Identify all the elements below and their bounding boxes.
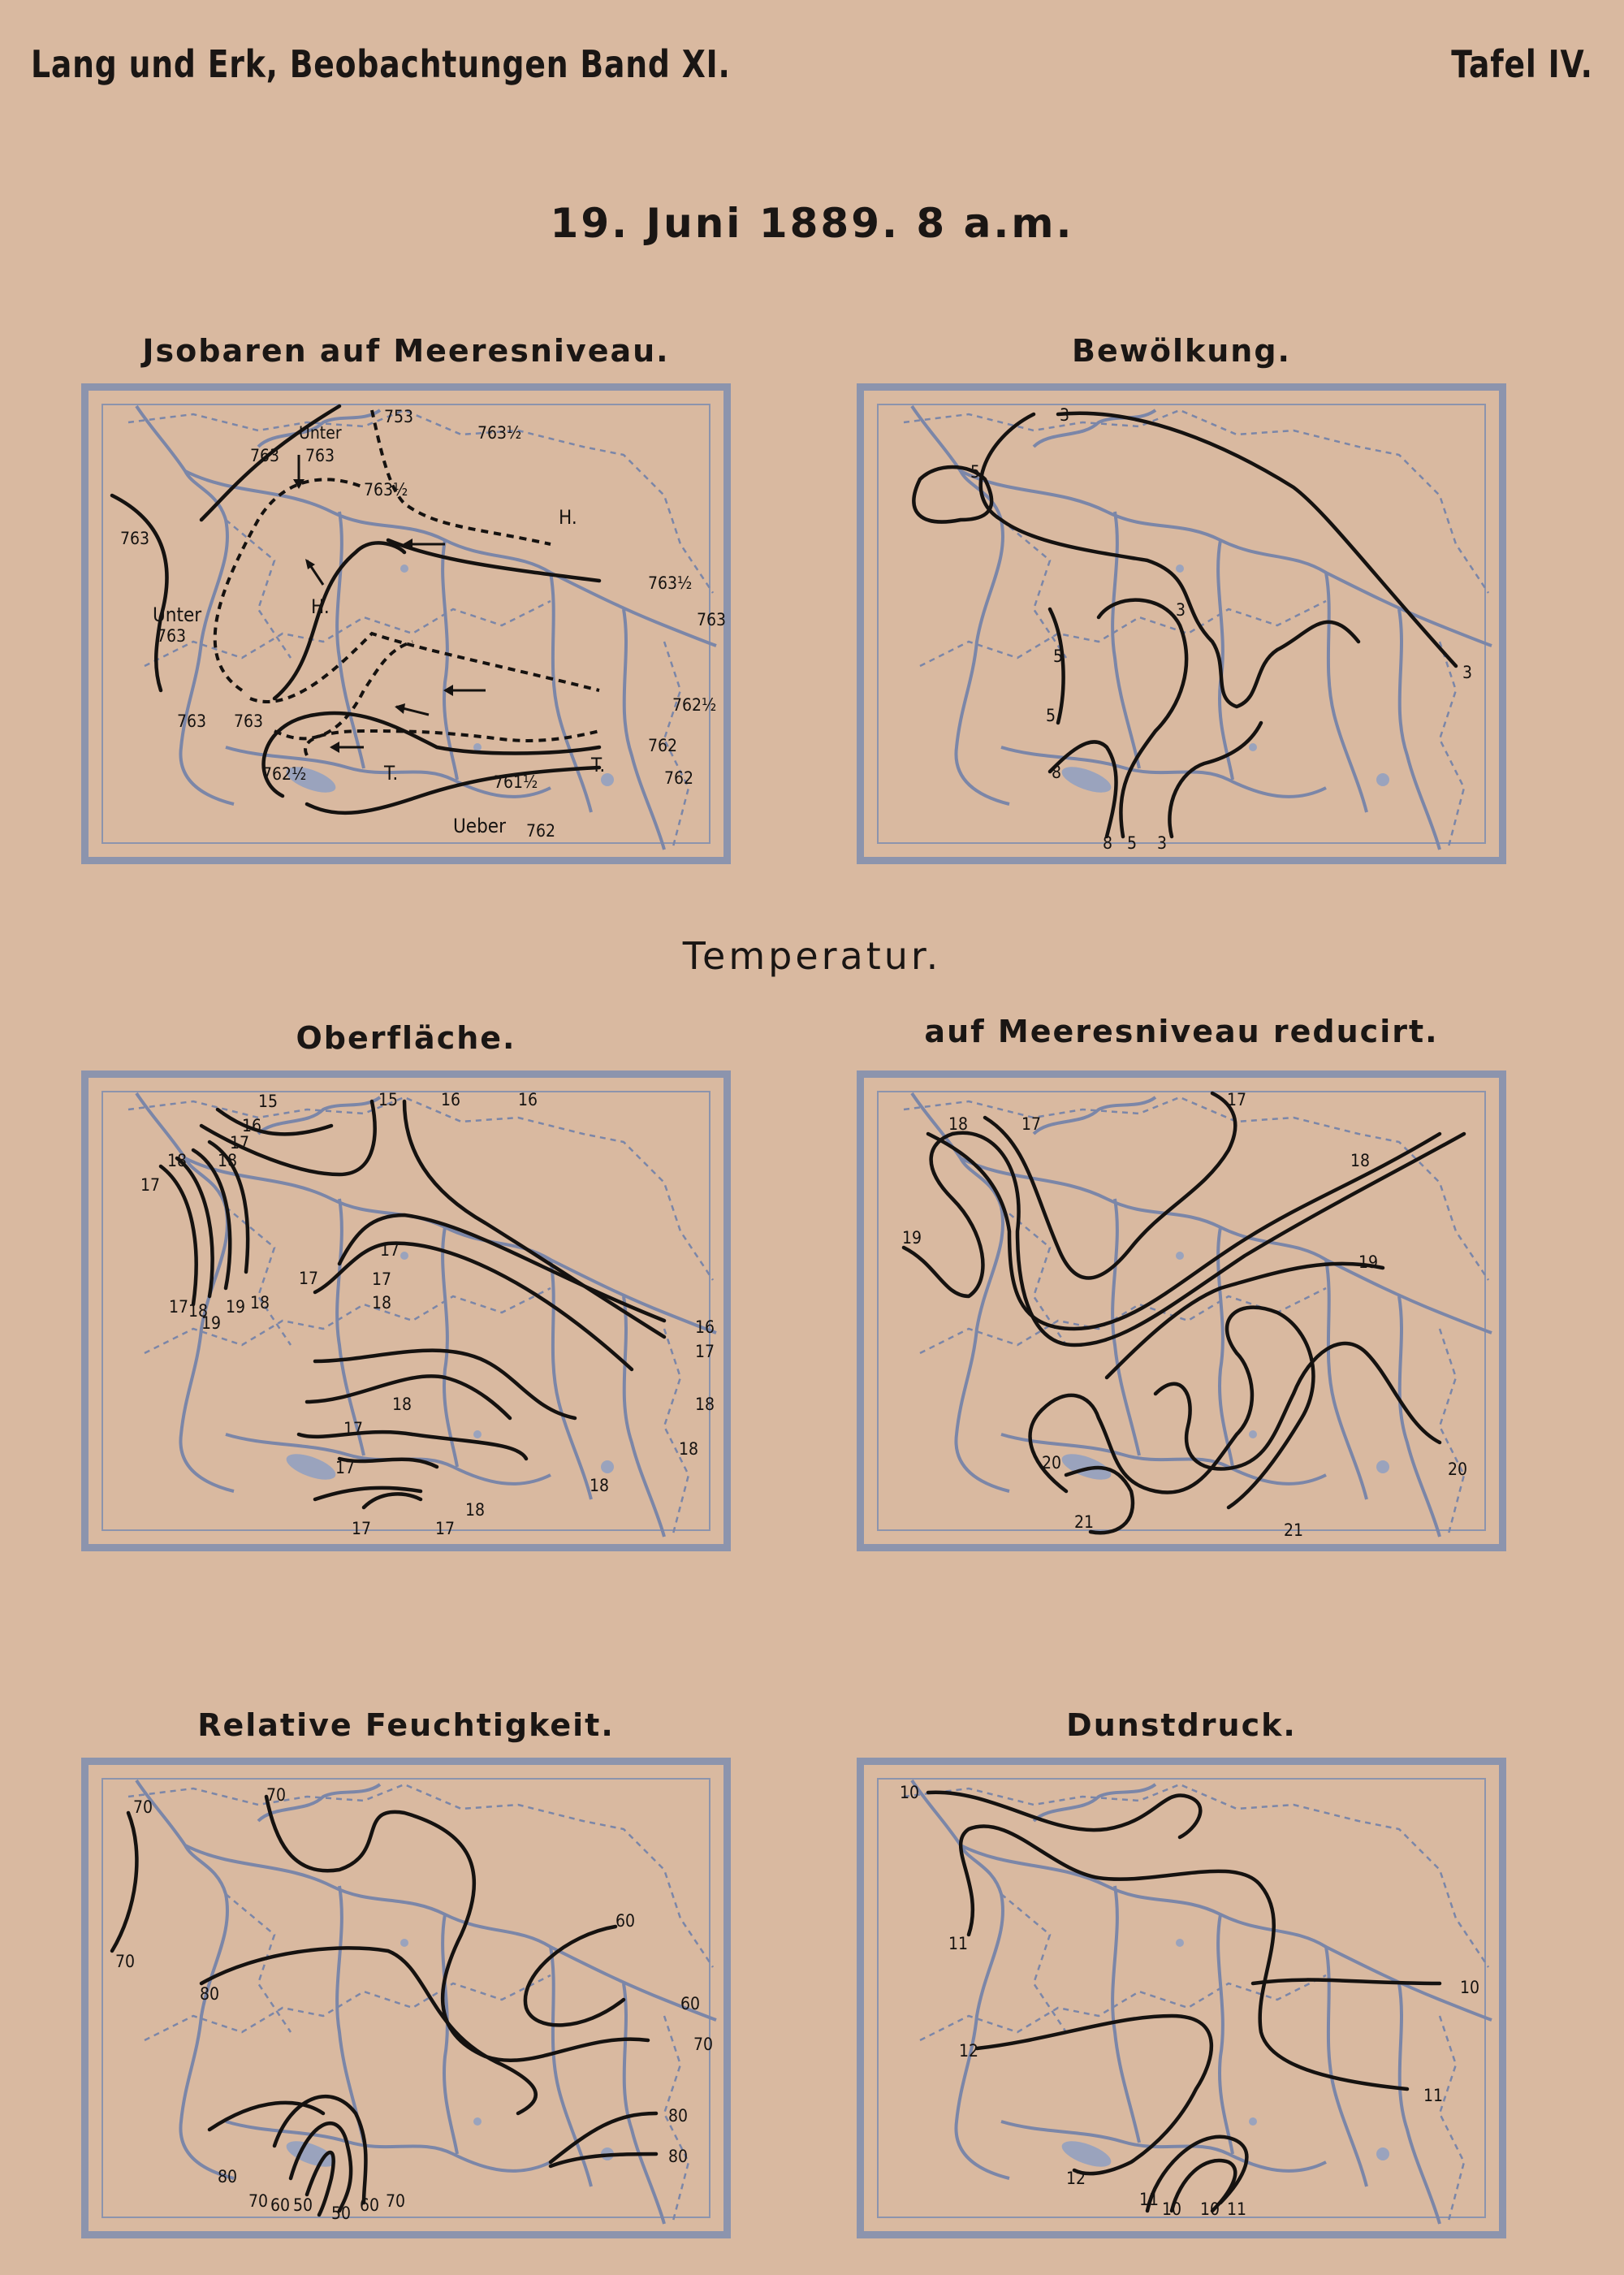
isoline-label: 80 bbox=[200, 1984, 220, 2004]
isoline-label: 17 bbox=[1227, 1090, 1247, 1109]
isobar-label: 762 bbox=[664, 768, 694, 788]
isoline-label: 18 bbox=[948, 1114, 969, 1134]
isobar-label: 762½ bbox=[262, 764, 307, 784]
isobar-label: Unter bbox=[153, 603, 202, 626]
isoline-label: 19 bbox=[201, 1313, 222, 1333]
isobar-label: 763 bbox=[120, 529, 150, 548]
isobar-label: 761½ bbox=[494, 772, 538, 792]
isoline-label: 17 bbox=[230, 1133, 250, 1153]
isoline-label: 11 bbox=[1139, 2190, 1160, 2209]
isoline-label: 17 bbox=[695, 1342, 715, 1361]
isoline-label: 18 bbox=[218, 1151, 238, 1170]
map-panel-bewoelkung bbox=[857, 333, 1506, 864]
isoline-label: 60 bbox=[680, 1994, 701, 2013]
isoline-label: 70 bbox=[133, 1797, 153, 1817]
isoline-label: 17 bbox=[352, 1519, 372, 1538]
surface-temperature-map bbox=[96, 1085, 716, 1537]
isoline-label: 10 bbox=[1460, 1978, 1480, 1997]
isoline-label: 16 bbox=[518, 1090, 538, 1109]
isobar-label: Ueber bbox=[453, 815, 506, 837]
isoline-label: 3 bbox=[1176, 600, 1186, 620]
isobar-label: 763 bbox=[250, 446, 280, 465]
isoline-label: 16 bbox=[695, 1317, 715, 1337]
isoline-label: 10 bbox=[900, 1783, 920, 1802]
isoline-label: 18 bbox=[167, 1151, 188, 1170]
pressure-low-marker: T. bbox=[384, 762, 399, 785]
isoline-label: 5 bbox=[1046, 706, 1056, 725]
isoline-label: 12 bbox=[1066, 2169, 1086, 2188]
isobar-label: 763½ bbox=[477, 423, 522, 443]
map-title-oberflaeche: Oberfläche. bbox=[296, 1020, 516, 1056]
isoline-label: 17 bbox=[140, 1175, 161, 1195]
isobar-label: 763 bbox=[234, 711, 264, 731]
isoline-label: 18 bbox=[679, 1439, 699, 1459]
isoline-label: 18 bbox=[465, 1500, 486, 1520]
isoline-label: 5 bbox=[1053, 647, 1064, 666]
cloud-cover-map bbox=[871, 398, 1492, 853]
isoline-label: 17 bbox=[335, 1458, 356, 1477]
pressure-high-marker: H. bbox=[559, 506, 577, 529]
isobar-label: 763 bbox=[305, 446, 335, 465]
isoline-label: 11 bbox=[948, 1934, 969, 1953]
isoline-label: 5 bbox=[970, 462, 981, 482]
isoline-label: 12 bbox=[959, 2041, 979, 2061]
isoline-label: 70 bbox=[693, 2035, 714, 2054]
isoline-label: 18 bbox=[250, 1293, 270, 1313]
isoline-label: 70 bbox=[266, 1785, 287, 1805]
isoline-label: 20 bbox=[1042, 1453, 1062, 1473]
isoline-label: 19 bbox=[1358, 1252, 1379, 1272]
isoline-label: 19 bbox=[902, 1228, 922, 1248]
isoline-label: 18 bbox=[392, 1395, 412, 1414]
isobar-label: 763 bbox=[697, 610, 727, 629]
isoline-label: 17 bbox=[380, 1240, 400, 1260]
isoline-label: 18 bbox=[188, 1301, 209, 1321]
isoline-label: 60 bbox=[360, 2195, 380, 2215]
isobar-label: 762½ bbox=[672, 695, 717, 715]
isobar-label: 762 bbox=[648, 736, 678, 755]
isoline-label: 60 bbox=[270, 2195, 291, 2215]
isobar-label: 763½ bbox=[364, 480, 408, 500]
isoline-label: 80 bbox=[668, 2106, 689, 2126]
isoline-label: 17 bbox=[299, 1269, 319, 1288]
isoline-label: 16 bbox=[242, 1116, 262, 1135]
isoline-label: 10 bbox=[1200, 2199, 1220, 2219]
isoline-label: 8 bbox=[1103, 833, 1113, 853]
pressure-high-marker: H. bbox=[311, 595, 330, 618]
relative-humidity-map bbox=[96, 1772, 716, 2224]
isoline-label: 17 bbox=[169, 1297, 189, 1317]
section-title-temperatur: Temperatur. bbox=[682, 934, 942, 978]
plate-header-left: Lang und Erk, Beobachtungen Band XI. bbox=[31, 42, 731, 86]
isoline-label: 3 bbox=[1157, 833, 1168, 853]
map-panel-oberflaeche bbox=[81, 1020, 731, 1551]
map-panel-isobaren bbox=[81, 333, 731, 864]
isoline-label: 15 bbox=[378, 1090, 399, 1109]
isoline-label: 18 bbox=[590, 1476, 610, 1495]
isoline-label: 20 bbox=[1448, 1460, 1468, 1479]
map-panel-meeresniveau bbox=[857, 1014, 1506, 1551]
map-panel-dunstdruck bbox=[857, 1707, 1506, 2238]
isoline-label: 18 bbox=[372, 1293, 392, 1313]
isoline-label: 70 bbox=[115, 1952, 136, 1971]
isoline-label: 3 bbox=[1060, 405, 1070, 425]
map-title-dunstdruck: Dunstdruck. bbox=[1066, 1707, 1297, 1743]
isoline-label: 11 bbox=[1227, 2199, 1247, 2219]
map-title-bewoelkung: Bewölkung. bbox=[1072, 333, 1291, 369]
map-title-feuchtigkeit: Relative Feuchtigkeit. bbox=[197, 1707, 615, 1743]
isoline-label: 80 bbox=[668, 2147, 689, 2166]
map-title-isobaren: Jsobaren auf Meeresniveau. bbox=[142, 333, 670, 369]
isobar-label: 762 bbox=[526, 821, 556, 841]
isoline-label: 60 bbox=[615, 1911, 636, 1931]
isoline-label: 21 bbox=[1284, 1520, 1304, 1540]
map-panel-feuchtigkeit bbox=[81, 1707, 731, 2238]
isoline-label: 17 bbox=[372, 1269, 392, 1289]
isoline-label: 70 bbox=[386, 2191, 406, 2211]
isoline-label: 5 bbox=[1127, 833, 1138, 853]
isoline-label: 8 bbox=[1052, 763, 1062, 782]
isobar-label: 753 bbox=[384, 407, 414, 426]
isoline-label: 80 bbox=[218, 2167, 238, 2186]
isoline-label: 18 bbox=[1350, 1151, 1371, 1170]
isobar-label: 763½ bbox=[648, 573, 693, 593]
isoline-label: 17 bbox=[1021, 1114, 1042, 1134]
isobar-label: 763 bbox=[177, 711, 207, 731]
isoline-label: 15 bbox=[258, 1092, 279, 1111]
isoline-label: 50 bbox=[331, 2204, 352, 2223]
isoline-label: 50 bbox=[293, 2195, 313, 2215]
isoline-label: 3 bbox=[1462, 663, 1473, 682]
isoline-label: 17 bbox=[343, 1419, 364, 1438]
isoline-label: 11 bbox=[1423, 2086, 1444, 2105]
isobar-label: 763 bbox=[157, 626, 187, 646]
isoline-label: 16 bbox=[441, 1090, 461, 1109]
isoline-label: 21 bbox=[1074, 1512, 1095, 1532]
isoline-label: 18 bbox=[695, 1395, 715, 1414]
plate-header-right: Tafel IV. bbox=[1451, 42, 1593, 86]
map-title-meeresniveau: auf Meeresniveau reducirt. bbox=[924, 1014, 1439, 1049]
isobar-map bbox=[96, 398, 727, 850]
observation-date: 19. Juni 1889. 8 a.m. bbox=[550, 200, 1074, 247]
isoline-label: 19 bbox=[226, 1297, 246, 1317]
isoline-label: 70 bbox=[248, 2191, 269, 2211]
pressure-low-marker: T. bbox=[591, 754, 606, 776]
isobar-label: Unter bbox=[299, 423, 342, 443]
sea-level-temperature-map bbox=[871, 1085, 1492, 1540]
vapour-pressure-map bbox=[871, 1772, 1492, 2224]
isoline-label: 17 bbox=[435, 1519, 456, 1538]
isoline-label: 10 bbox=[1162, 2199, 1182, 2219]
